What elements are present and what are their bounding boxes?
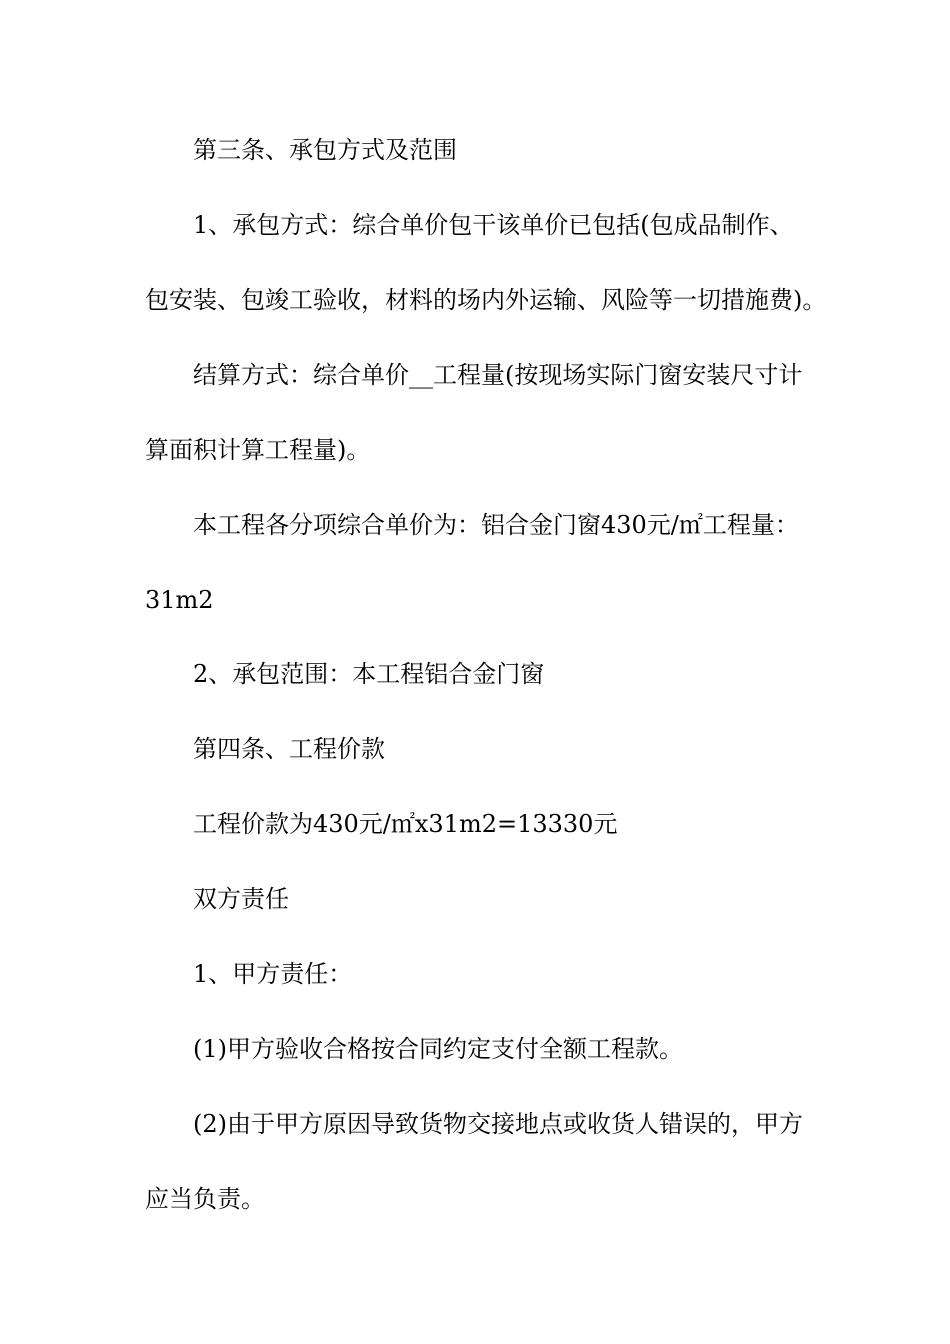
- section-heading: 双方责任: [193, 885, 289, 913]
- paragraph-line: 2、承包范围：本工程铝合金门窗: [193, 660, 545, 688]
- paragraph-line: 工程价款为430元/㎡x31m2=13330元: [193, 810, 618, 838]
- heading-article-3: 第三条、承包方式及范围: [193, 136, 457, 164]
- paragraph-line: 结算方式：综合单价__工程量(按现场实际门窗安装尺寸计: [193, 361, 803, 389]
- heading-article-4: 第四条、工程价款: [193, 735, 385, 763]
- paragraph-line: 算面积计算工程量)。: [145, 436, 371, 464]
- paragraph-line: 包安装、包竣工验收，材料的场内外运输、风险等一切措施费)。: [145, 286, 827, 314]
- paragraph-line: 本工程各分项综合单价为：铝合金门窗430元/㎡工程量：: [193, 511, 799, 539]
- paragraph-line: 31m2: [145, 586, 214, 614]
- paragraph-line: 1、甲方责任：: [193, 960, 353, 988]
- paragraph-line: (2)由于甲方原因导致货物交接地点或收货人错误的，甲方: [193, 1110, 803, 1138]
- paragraph-line: (1)甲方验收合格按合同约定支付全额工程款。: [193, 1035, 683, 1063]
- paragraph-line: 1、承包方式：综合单价包干该单价已包括(包成品制作、: [193, 211, 794, 239]
- paragraph-line: 应当负责。: [145, 1185, 265, 1213]
